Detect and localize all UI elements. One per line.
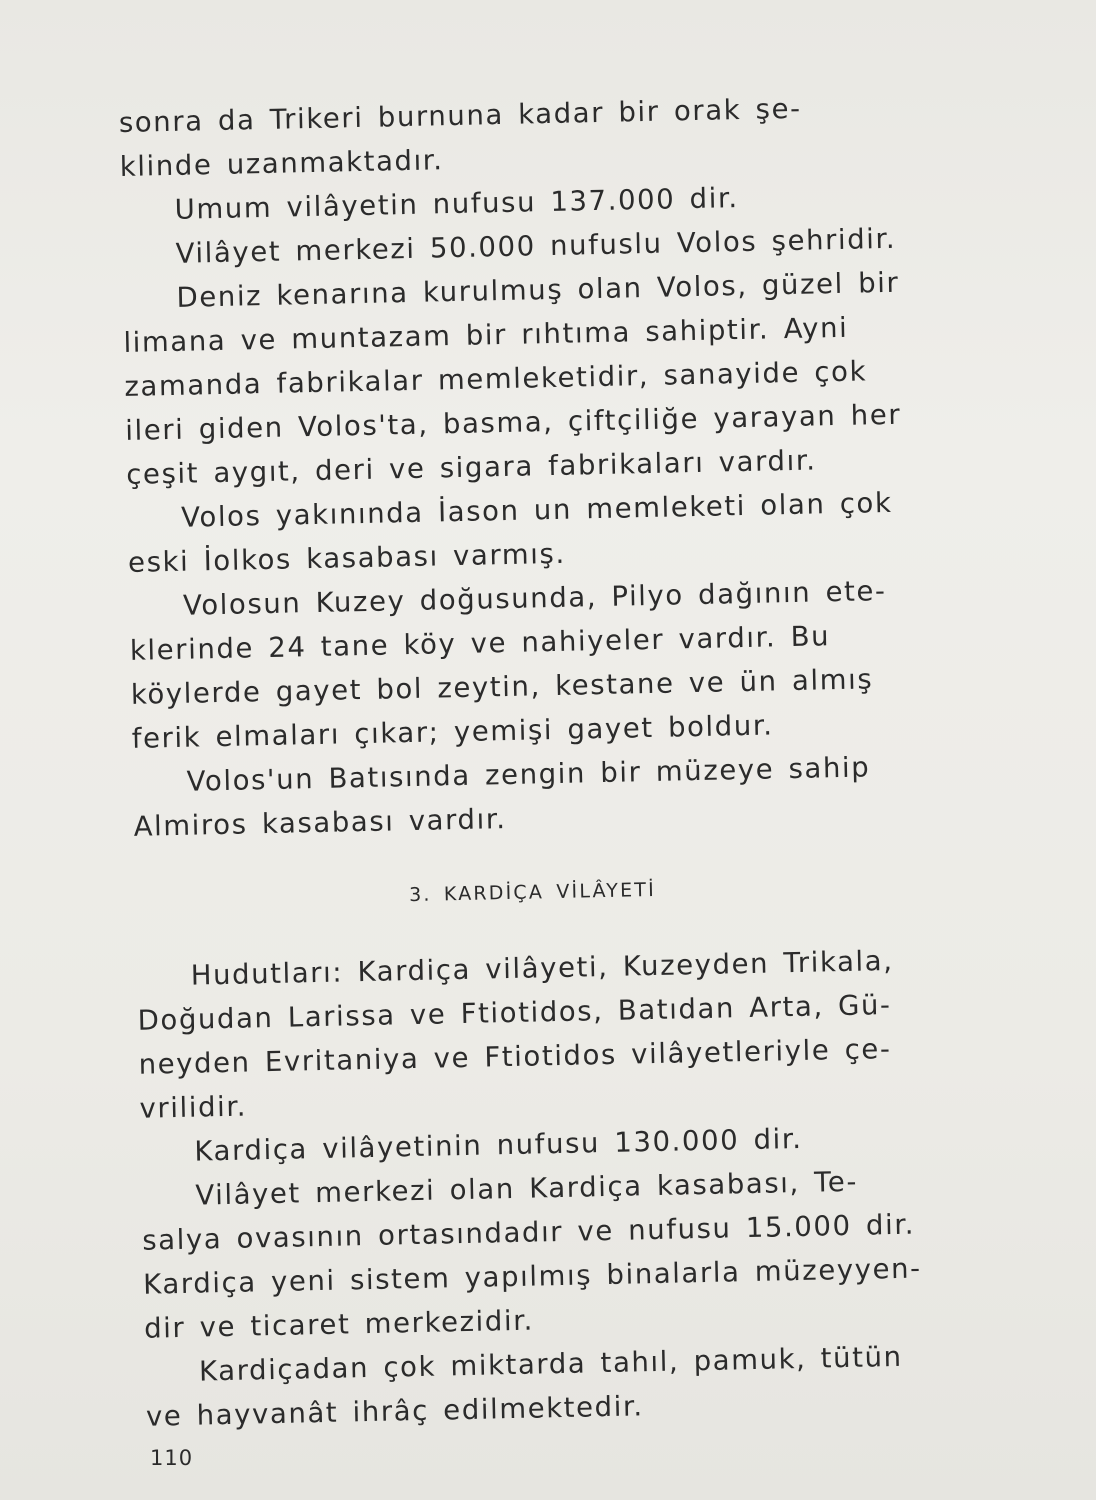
text-line: Hudutları: Kardiça vilâyeti, Kuzeyden Trikala,	[190, 944, 894, 992]
text-line: zamanda fabrikalar memleketidir, sanayide çok	[124, 355, 868, 403]
text-line: ileri giden Volos'ta, basma, çiftçiliğe yarayan her	[125, 398, 902, 447]
text-line: Volosun Kuzey doğusunda, Pilyo dağının ete-	[182, 575, 887, 622]
text-line: klinde uzanmaktadır.	[119, 144, 444, 183]
text-line: köylerde gayet bol zeytin, kestane ve ün almış	[130, 663, 874, 711]
page-number: 110	[150, 1446, 194, 1470]
text-line: Vilâyet merkezi 50.000 nufuslu Volos şehridir.	[175, 222, 897, 270]
text-line: sonra da Trikeri burnuna kadar bir orak şe-	[118, 92, 802, 139]
text-line: neyden Evritaniya ve Ftiotidos vilâyetleriyle çe-	[138, 1033, 892, 1081]
text-line: eski İolkos kasabası varmış.	[127, 537, 567, 579]
text-line: Kardiçadan çok miktarda tahıl, pamuk, tütün	[198, 1340, 903, 1388]
page-text	[118, 62, 988, 1433]
text-line: Vilâyet merkezi olan Kardiça kasabası, Te-	[195, 1165, 859, 1212]
text-line: salya ovasının ortasındadır ve nufusu 15.000 dir.	[141, 1208, 916, 1257]
text-line: Umum vilâyetin nufusu 137.000 dir.	[174, 182, 739, 226]
text-line: ferik elmaları çıkar; yemişi gayet boldur.	[131, 709, 774, 755]
text-line: klerinde 24 tane köy ve nahiyeler vardır. Bu	[129, 620, 831, 667]
text-line: vrilidir.	[139, 1090, 248, 1125]
text-line: limana ve muntazam bir rıhtıma sahiptir. Ayni	[123, 311, 849, 359]
text-line: Volos'un Batısında zengin bir müzeye sahip	[186, 751, 871, 798]
text-line: Kardiça vilâyetinin nufusu 130.000 dir.	[194, 1122, 803, 1168]
text-line: Kardiça yeni sistem yapılmış binalarla müzeyyen-	[142, 1252, 922, 1301]
text-line: dir ve ticaret merkezidir.	[143, 1304, 535, 1345]
text-line: çeşit aygıt, deri ve sigara fabrikaları vardır.	[125, 444, 817, 491]
text-line: Almiros kasabası vardır.	[133, 803, 507, 843]
text-line: Doğudan Larissa ve Ftiotidos, Batıdan Arta, Gü-	[137, 989, 892, 1037]
section-heading: 3. KARDİÇA VİLÂYETİ	[408, 878, 657, 907]
text-line: ve hayvanât ihrâç edilmektedir.	[145, 1390, 644, 1433]
text-line: Deniz kenarına kurulmuş olan Volos, güzel bir	[176, 266, 900, 314]
text-line: Volos yakınında İason un memleketi olan çok	[180, 486, 893, 534]
